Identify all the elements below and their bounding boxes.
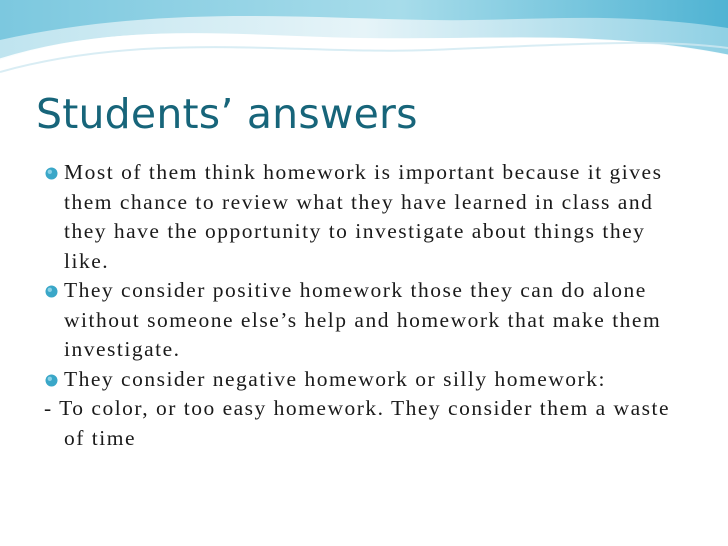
circle-bullet-icon <box>44 284 59 299</box>
slide-body <box>44 158 694 453</box>
circle-bullet-icon <box>44 166 59 181</box>
bullet-item <box>44 365 694 395</box>
bullet-item <box>44 276 694 365</box>
bullet-item <box>44 158 694 276</box>
slide-title: Students’ answers <box>36 90 418 138</box>
bullet-text: Most of them think homework is important because it gives them chance to review what they have learned in class and they have the opportunity to investigate about things they like. <box>64 160 663 273</box>
circle-bullet-icon <box>44 373 59 388</box>
bullet-text: They consider negative homework or silly homework: <box>64 366 606 391</box>
header-wave-decoration <box>0 0 728 95</box>
sub-item: - To color, or too easy homework. They consider them a waste of time <box>44 396 670 450</box>
bullet-text: They consider positive homework those they can do alone without someone else’s help and homework that make them investigate. <box>64 278 662 361</box>
